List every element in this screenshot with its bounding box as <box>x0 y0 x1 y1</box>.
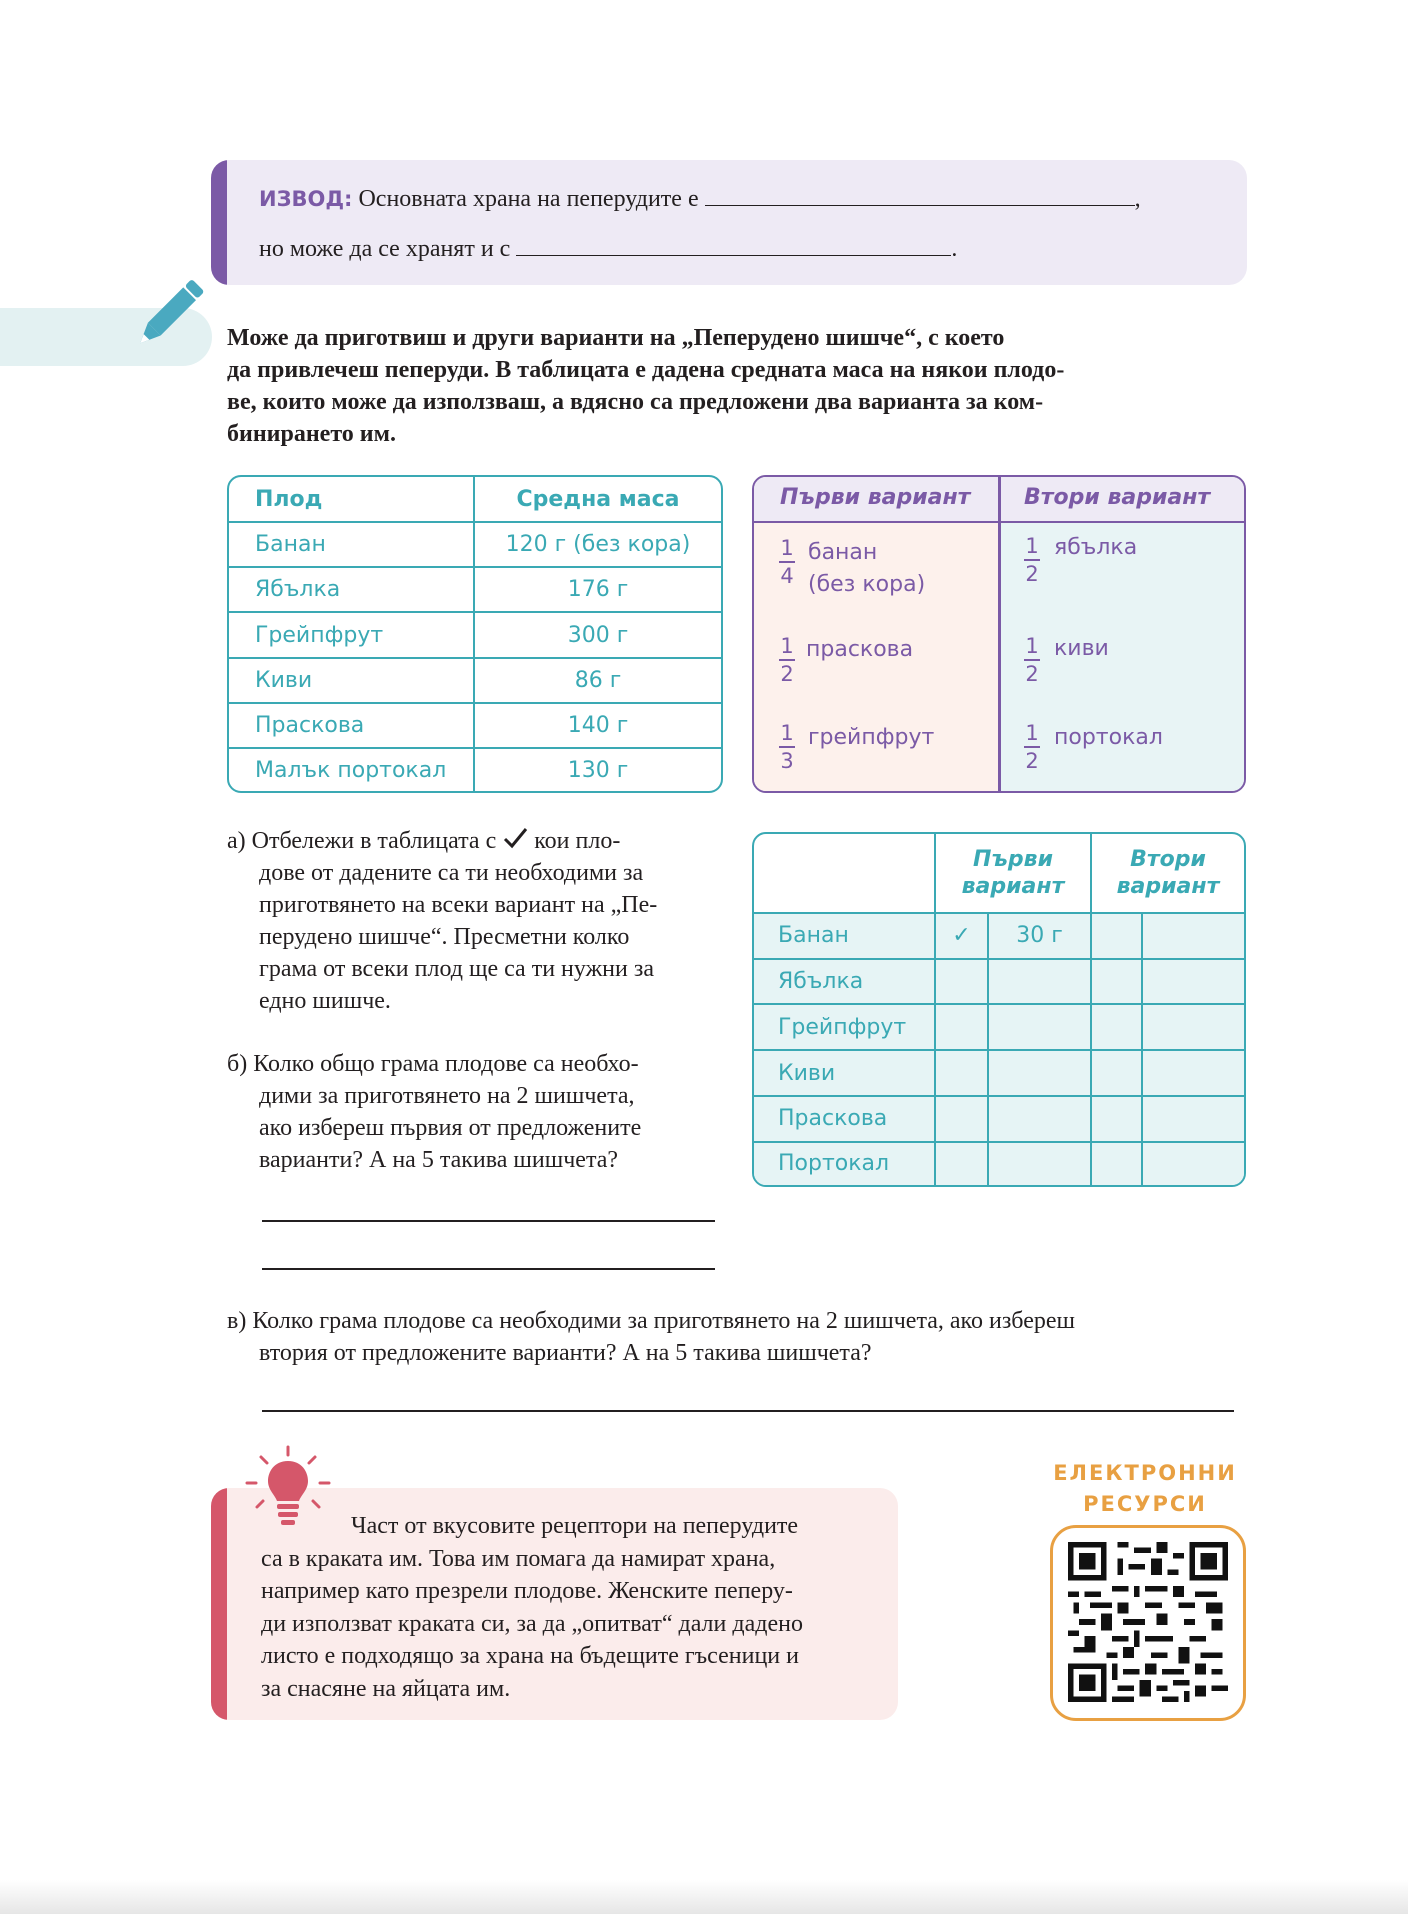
header-first-variant: Първи вариант <box>780 485 971 510</box>
check-cell[interactable] <box>936 1143 989 1185</box>
variants-table <box>752 475 1246 793</box>
comma: , <box>1134 186 1141 212</box>
conclusion-accent-bar <box>211 160 227 285</box>
mass-cell[interactable] <box>989 1051 1092 1097</box>
row-label: Праскова <box>754 1097 936 1143</box>
mass-cell[interactable] <box>1143 1051 1244 1097</box>
row-label: Ябълка <box>754 960 936 1006</box>
fraction: 1 2 <box>780 634 794 686</box>
ingredient: киви <box>1054 636 1109 661</box>
check-cell[interactable]: ✓ <box>936 914 989 960</box>
fruit-name: Праскова <box>229 704 475 749</box>
ingredient: портокал <box>1054 725 1163 750</box>
period: . <box>951 236 958 262</box>
header-fruit: Плод <box>229 477 475 523</box>
mass-cell[interactable] <box>989 1097 1092 1143</box>
fraction: 1 2 <box>1025 634 1039 686</box>
check-cell[interactable] <box>1092 1005 1143 1051</box>
fruit-name: Малък портокал <box>229 749 475 791</box>
lightbulb-icon <box>243 1443 333 1533</box>
header-mass: Средна маса <box>475 477 721 523</box>
conclusion-line-2 <box>259 232 957 263</box>
electronic-resources-label: ЕЛЕКТРОННИ РЕСУРСИ <box>1053 1461 1237 1516</box>
row-label: Банан <box>754 914 936 960</box>
fraction: 1 4 <box>780 536 794 588</box>
conclusion-blank-1[interactable] <box>705 182 1135 206</box>
fruit-name: Ябълка <box>229 568 475 613</box>
qr-code[interactable] <box>1068 1542 1228 1702</box>
row-label: Грейпфрут <box>754 1005 936 1051</box>
question-b: б) Колко общо грама плодове са необхо- дими за приготвянето на 2 шишчета, ако избереш първия от предложените варианти? А на 5 такива шишчета? <box>227 1051 642 1173</box>
check-cell[interactable] <box>936 1097 989 1143</box>
ingredient: грейпфрут <box>808 725 935 750</box>
fact-text: Част от вкусовите рецептори на пеперудите са в краката им. Това им помага да намират храна, например като презрели плодове. Женските пеперу- ди използват краката си, за да „опитват“ дали дадено листо е подходящо за храна на бъдещите гъсеници и за снасяне на яйцата им. <box>261 1513 803 1702</box>
fruit-mass: 300 г <box>475 613 721 658</box>
fruit-mass-table <box>227 475 723 793</box>
question-c: в) Колко грама плодове са необходими за приготвянето на 2 шишчета, ако избереш втория от предложените варианти? А на 5 такива шишчета? <box>227 1308 1075 1366</box>
question-a: а) Отбележи в таблицата с кои пло- дове от дадените са ти необходими за приготвянето на всеки вариант на „Пе- перудено шишче“. Пресметни колко грама от всеки плод ще са ти нужни за едно шишче. <box>227 828 658 1014</box>
row-label: Киви <box>754 1051 936 1097</box>
conclusion-line-1 <box>259 182 1141 213</box>
fruit-name: Грейпфрут <box>229 613 475 658</box>
ingredient-note: (без кора) <box>808 572 926 597</box>
check-cell[interactable] <box>1092 1051 1143 1097</box>
mass-cell[interactable] <box>1143 914 1244 960</box>
fruit-name: Киви <box>229 659 475 704</box>
fraction: 1 3 <box>780 721 794 773</box>
mass-cell[interactable] <box>1143 960 1244 1006</box>
intro-line: ве, които може да използваш, а вдясно са предложени два варианта за ком- <box>227 389 1044 415</box>
fruit-mass: 176 г <box>475 568 721 613</box>
empty-corner <box>754 834 936 914</box>
check-cell[interactable] <box>936 1005 989 1051</box>
column-divider <box>998 477 1001 791</box>
conclusion-blank-2[interactable] <box>516 232 951 256</box>
intro-paragraph <box>227 322 1187 450</box>
answer-line[interactable] <box>262 1268 715 1270</box>
check-cell[interactable] <box>1092 1097 1143 1143</box>
check-cell[interactable] <box>1092 960 1143 1006</box>
header-second-variant: Втори вариант <box>1024 485 1211 510</box>
check-cell[interactable] <box>1092 914 1143 960</box>
fruit-mass: 120 г (без кора) <box>475 523 721 568</box>
mass-cell[interactable] <box>989 960 1092 1006</box>
conclusion-box <box>211 160 1247 285</box>
fruit-name: Банан <box>229 523 475 568</box>
pencil-icon <box>122 270 212 360</box>
fruit-mass: 140 г <box>475 704 721 749</box>
header-second-variant: Втори вариант <box>1092 834 1244 914</box>
conclusion-text-2: но може да се хранят и с <box>259 236 511 262</box>
conclusion-text-1: Основната храна на пеперудите е <box>358 186 699 212</box>
fraction: 1 2 <box>1025 534 1039 586</box>
mass-cell[interactable] <box>989 1005 1092 1051</box>
row-label: Портокал <box>754 1143 936 1185</box>
fraction: 1 2 <box>1025 721 1039 773</box>
mass-cell[interactable] <box>1143 1097 1244 1143</box>
fruit-mass: 86 г <box>475 659 721 704</box>
mass-cell[interactable] <box>989 1143 1092 1185</box>
fruit-mass: 130 г <box>567 757 629 783</box>
ingredient: ябълка <box>1054 535 1138 560</box>
intro-line: Може да приготвиш и други варианти на „Пеперудено шишче“, с което <box>227 325 1005 351</box>
answer-table <box>752 832 1246 1187</box>
intro-line: бинирането им. <box>227 421 396 447</box>
ingredient: банан <box>808 540 878 565</box>
checkmark-icon <box>502 827 528 849</box>
ingredient: праскова <box>806 637 914 662</box>
mass-cell[interactable] <box>1143 1005 1244 1051</box>
answer-line[interactable] <box>262 1410 1234 1412</box>
check-cell[interactable] <box>936 1051 989 1097</box>
check-cell[interactable] <box>936 960 989 1006</box>
page-bottom-shade <box>0 1880 1408 1914</box>
mass-cell[interactable] <box>1143 1143 1244 1185</box>
answer-line[interactable] <box>262 1220 715 1222</box>
mass-cell[interactable]: 30 г <box>989 914 1092 960</box>
fact-accent-bar <box>211 1488 227 1720</box>
check-cell[interactable] <box>1092 1143 1143 1185</box>
intro-line: да привлечеш пеперуди. В таблицата е дадена средната маса на някои плодо- <box>227 357 1065 383</box>
conclusion-label: ИЗВОД: <box>259 187 353 211</box>
header-first-variant: Първи вариант <box>936 834 1092 914</box>
